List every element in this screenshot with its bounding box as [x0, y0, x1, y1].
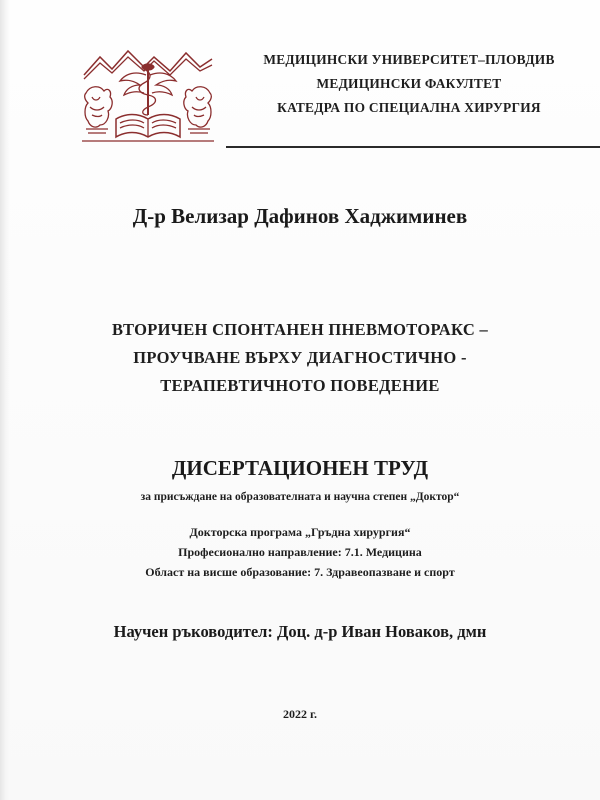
university-crest-icon [78, 45, 218, 145]
publication-year: 2022 г. [282, 707, 318, 721]
thesis-title-line: ТЕРАПЕВТИЧНОТО ПОВЕДЕНИЕ [160, 376, 440, 395]
doctoral-program: Докторска програма „Гръдна хирургия“ [189, 525, 411, 539]
professional-field: Професионално направление: 7.1. Медицина [178, 545, 422, 559]
university-name: МЕДИЦИНСКИ УНИВЕРСИТЕТ–ПЛОВДИВ [263, 52, 555, 67]
thesis-title [0, 316, 600, 400]
author-name: Д-р Велизар Дафинов Хаджиминев [132, 204, 468, 228]
scientific-supervisor: Научен ръководител: Доц. д-р Иван Новаков, дмн [113, 622, 487, 641]
dissertation-heading: ДИСЕРТАЦИОНЕН ТРУД [171, 456, 429, 480]
institution-header [224, 48, 594, 120]
program-details [0, 522, 600, 582]
dissertation-subtitle: за присъждане на образователната и научна степен „Доктор“ [140, 491, 460, 503]
header-divider [226, 146, 600, 148]
thesis-title-line: ВТОРИЧЕН СПОНТАНЕН ПНЕВМОТОРАКС – [111, 320, 489, 339]
scan-edge [0, 0, 10, 800]
thesis-title-line: ПРОУЧВАНЕ ВЪРХУ ДИАГНОСТИЧНО - [133, 348, 467, 367]
faculty-name: МЕДИЦИНСКИ ФАКУЛТЕТ [316, 76, 502, 91]
department-name: КАТЕДРА ПО СПЕЦИАЛНА ХИРУРГИЯ [277, 100, 541, 115]
education-area: Област на висше образование: 7. Здравеопазване и спорт [145, 565, 455, 579]
